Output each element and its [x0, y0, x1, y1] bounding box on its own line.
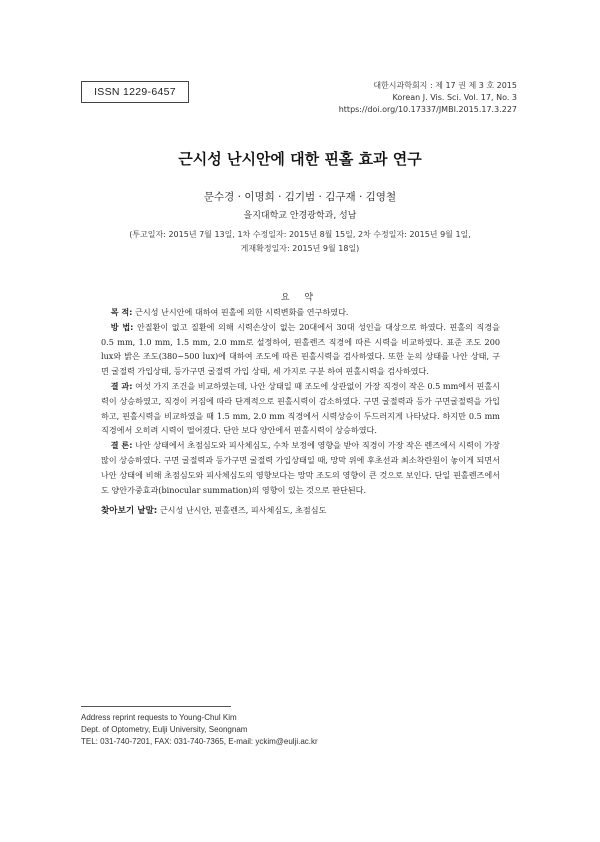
affiliation: 을지대학교 안경광학과, 성남	[243, 211, 357, 221]
abstract-results	[101, 379, 500, 438]
journal-line-korean: 대한시과학회지 : 제 17 권 제 3 호 2015	[373, 81, 517, 90]
issn-text: ISSN 1229-6457	[94, 86, 176, 98]
methods-text: 안질환이 없고 질환에 의해 시력손상이 없는 20대에서 30대 성인을 대상으로 하였다. 핀홀의 직경을 0.5 mm, 1.0 mm, 1.5 mm, 2.0 mm로 설정하여, 핀홀렌즈 직경에 따른 시력을 비교하였다. 표준 조도 200 lux와 밝은 조도(380~500 lux)에 대하여 조도에 따른 핀홀시력을 검사하였다. 또한 눈의 상태를 나안 상태, 구면 굴절력 가입상태, 등가구면 굴절력 가입 상태, 세 가지로 구분 하여 핀홀시력을 검사하였다.	[101, 321, 500, 377]
footnote-line-1: Address reprint requests to Young-Chul Kim	[81, 713, 237, 722]
journal-line-english: Korean J. Vis. Sci. Vol. 17, No. 3	[392, 93, 517, 102]
journal-info	[257, 80, 517, 116]
conclusion-text: 나안 상태에서 초점심도와 피사체심도, 수차 보정에 영향을 받아 직경이 가장 작은 렌즈에서 시력이 가장 많이 상승하였다. 구면 굴절력과 등가구면 굴절력 가입상태일 때, 망막 위에 후초선과 최소착란원이 놓이게 되면서 나안 상태에 비해 초점심도와 피사체심도의 영향보다는 망막 조도의 영향이 큰 것으로 보인다. 단일 핀홀렌즈에서도 양안가중효과(binocular summation)의 영향이 있는 것으로 판단된다.	[101, 440, 500, 495]
abstract-heading: 요 약	[280, 293, 320, 303]
issn-box	[81, 81, 189, 103]
submission-dates	[0, 228, 600, 256]
abstract-conclusion	[101, 438, 500, 497]
purpose-label: 목 적:	[110, 307, 133, 317]
paper-title: 근시성 난시안에 대한 핀홀 효과 연구	[178, 150, 422, 168]
abstract-purpose	[101, 305, 500, 320]
dates-line-1: (투고일자: 2015년 7월 13일, 1차 수정일자: 2015년 8월 15일, 2차 수정일자: 2015년 9월 1일,	[129, 230, 471, 239]
abstract-methods	[101, 320, 500, 379]
conclusion-label: 결 론:	[110, 440, 133, 451]
footnote-divider	[81, 706, 231, 707]
keywords	[101, 504, 500, 516]
journal-doi: https://doi.org/10.17337/JMBI.2015.17.3.227	[338, 105, 517, 114]
footnote-line-2: Dept. of Optometry, Eulji University, Seongnam	[81, 725, 248, 734]
author-list: 문수경 · 이명희 · 김기범 · 김구재 · 김영철	[203, 191, 397, 203]
purpose-text: 근시성 난시안에 대하여 핀홀에 의한 시력변화를 연구하였다.	[132, 307, 349, 317]
keywords-text: 근시성 난시안, 핀홀렌즈, 피사체심도, 초점심도	[157, 505, 327, 515]
results-label: 결 과:	[110, 380, 133, 391]
footnote-line-3: TEL: 031-740-7201, FAX: 031-740-7365, E-mail: yckim@eulji.ac.kr	[81, 737, 318, 746]
methods-label: 방 법:	[110, 321, 134, 332]
results-text: 여섯 가지 조건을 비교하였는데, 나안 상태일 때 조도에 상관없이 가장 직경이 작은 0.5 mm에서 핀홀시력이 상승하였고, 직경이 커짐에 따라 단계적으로 핀홀시력이 감소하였다. 구면 굴절력과 등가 구면굴절력을 가입하고, 핀홀시력을 비교하였을 때 1.5 mm, 2.0 mm 직경에서 시력상승이 두드러지게 나타났다. 하지만 0.5 mm 직경에서 오히려 시력이 떨어졌다. 단안 보다 양안에서 핀홀시력이 상승하였다.	[101, 380, 500, 436]
keywords-label: 찾아보기 낱말:	[101, 506, 158, 516]
correspondence-footnote	[81, 712, 521, 748]
abstract-body	[101, 305, 500, 497]
dates-line-2: 게재확정일자: 2015년 9월 18일)	[240, 244, 360, 253]
